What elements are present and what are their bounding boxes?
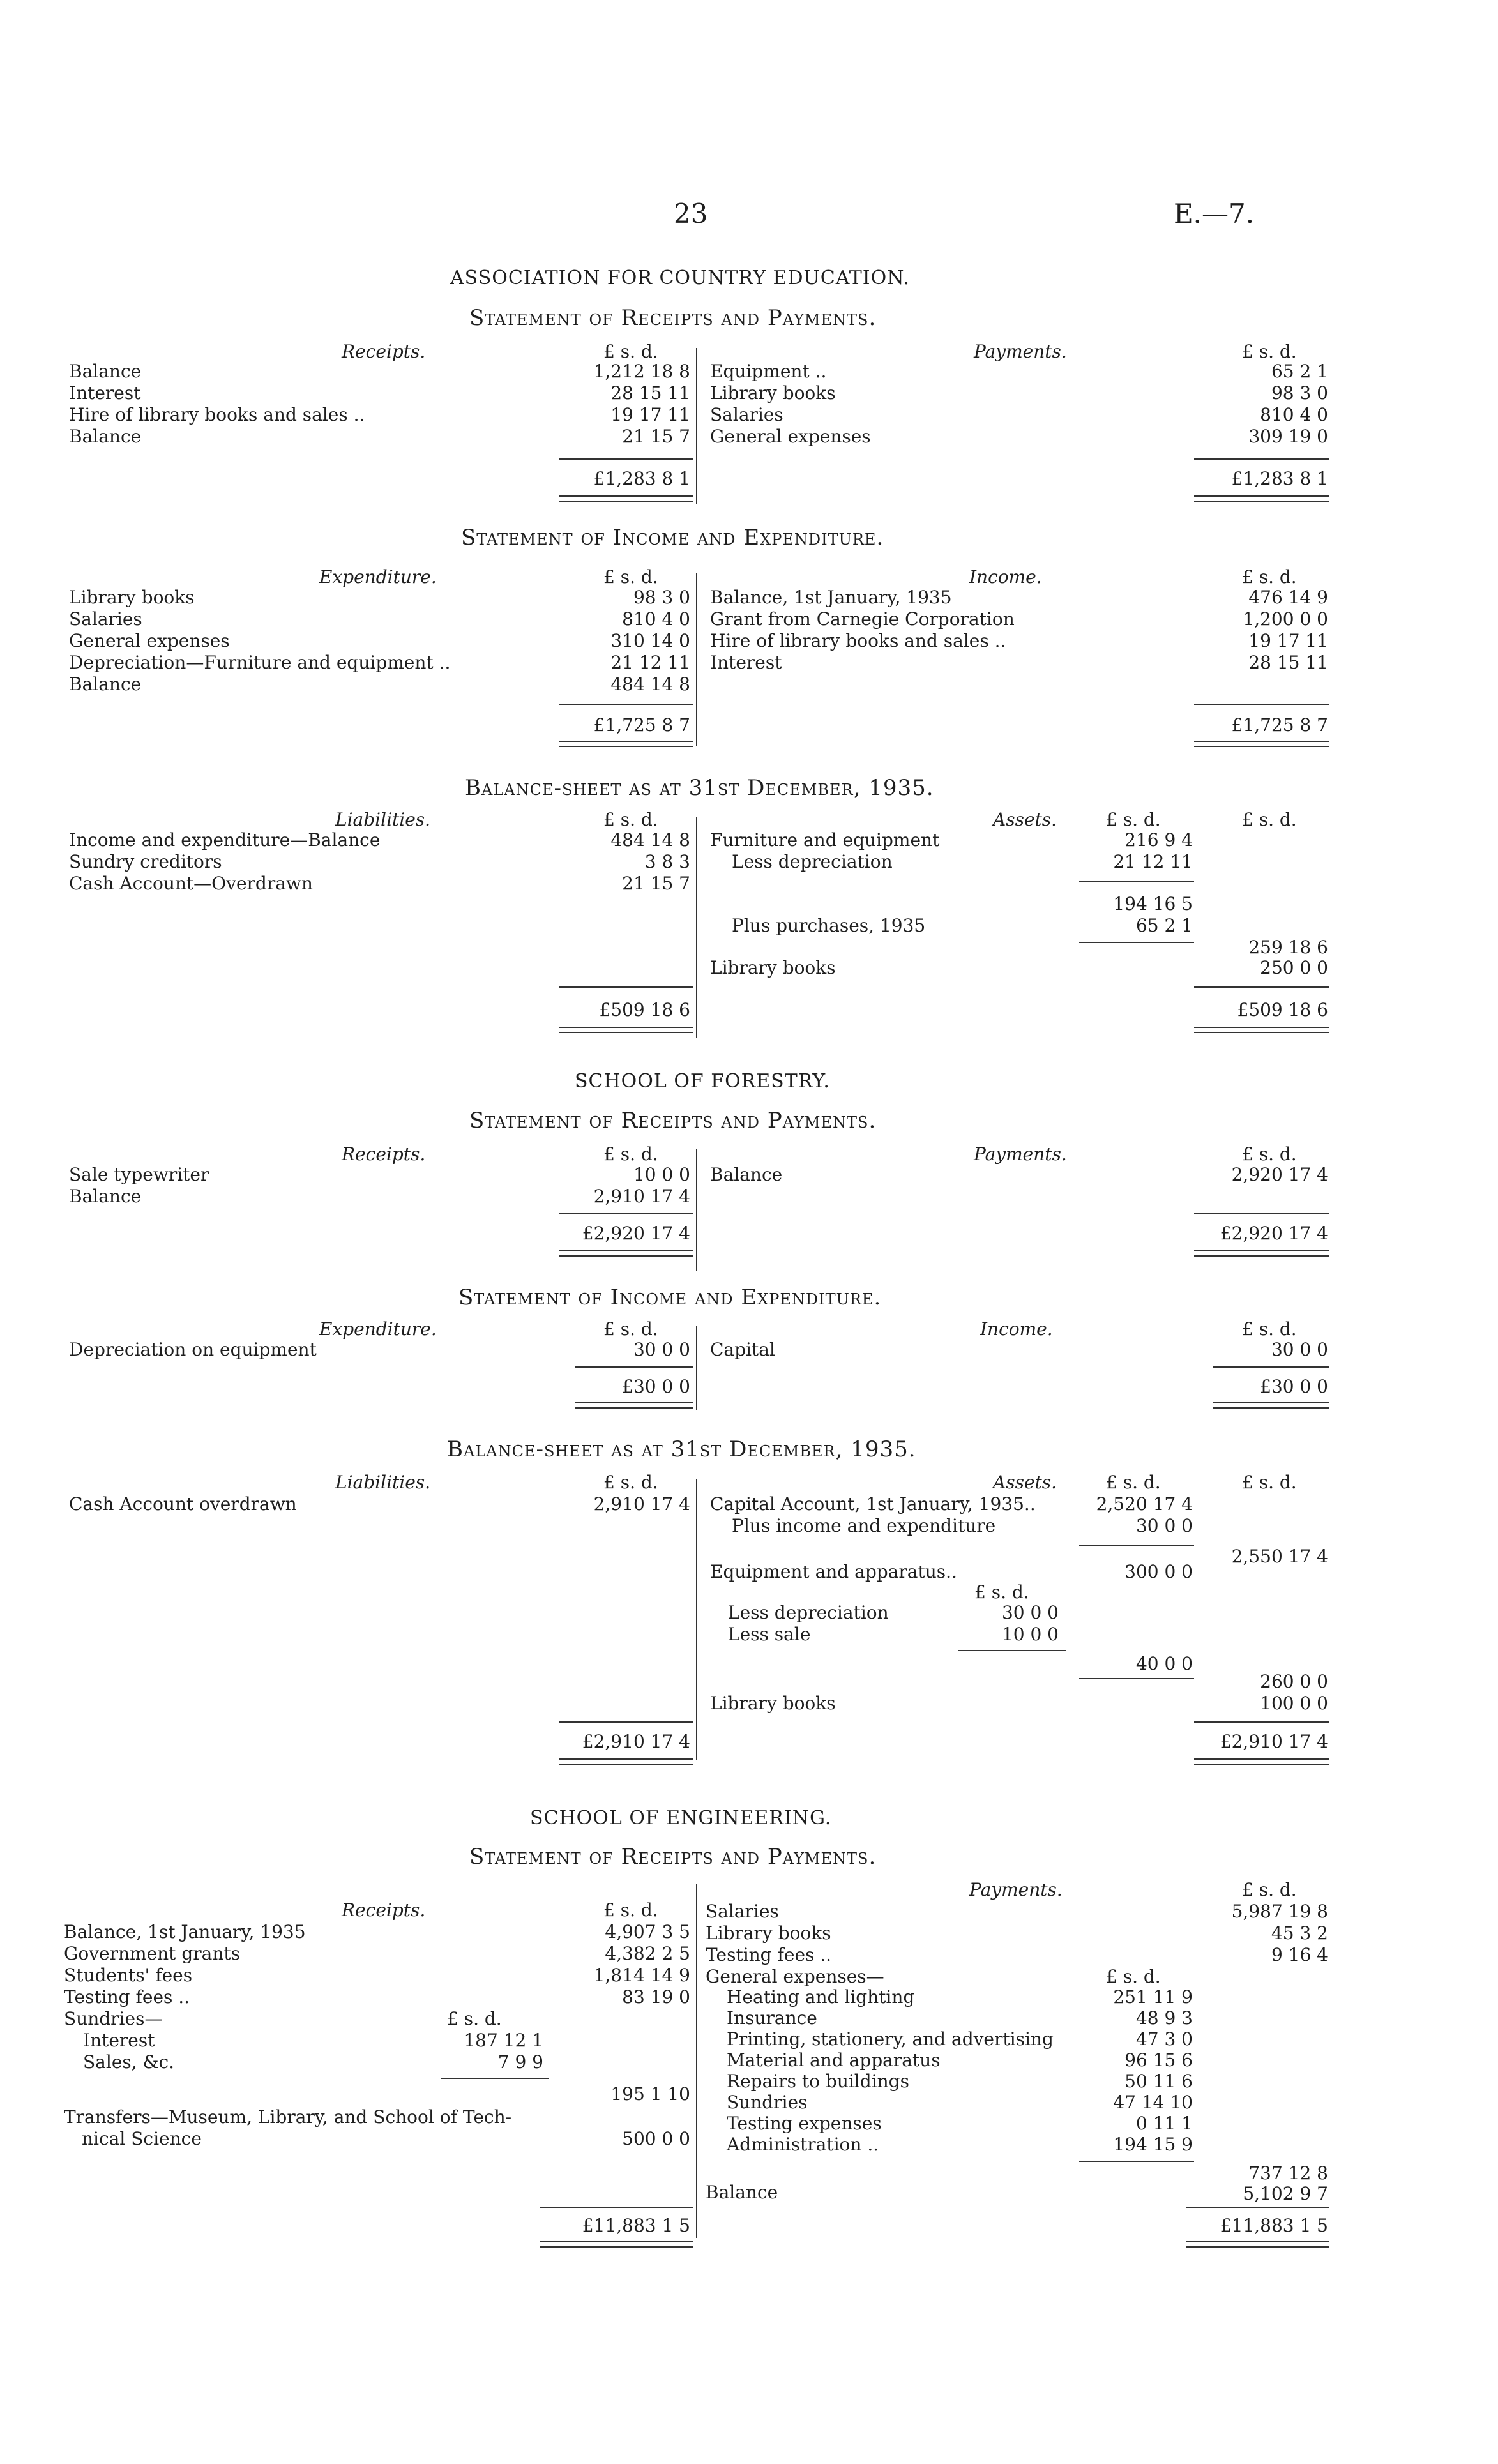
- column-heading: Liabilities.: [335, 809, 431, 830]
- ledger-row-amount: 50 11 6: [1124, 2071, 1193, 2092]
- column-heading: Payments.: [974, 1144, 1067, 1165]
- ledger-row-amount: 10 0 0: [633, 1164, 690, 1185]
- ledger-total: £11,883 1 5: [582, 2215, 690, 2236]
- ledger-row-amount: 194 15 9: [1113, 2134, 1193, 2155]
- ledger-row-amount: 810 4 0: [622, 608, 690, 630]
- ledger-row-amount: 19 17 11: [1248, 630, 1328, 651]
- ledger-row-amount: 259 18 6: [1248, 937, 1328, 958]
- ledger-row-amount: 30 0 0: [1001, 1602, 1059, 1623]
- statement-heading: Statement of Income and Expenditure.: [461, 525, 884, 550]
- ledger-row-label: Balance: [69, 426, 142, 447]
- ledger-row-label: Sale typewriter: [69, 1164, 209, 1185]
- ledger-row-label: Cash Account—Overdrawn: [69, 873, 313, 894]
- ledger-row-label: Salaries: [69, 608, 142, 630]
- ledger-row-label: Printing, stationery, and advertising: [727, 2029, 1054, 2050]
- ledger-row-label: Salaries: [710, 404, 783, 425]
- currency-header: £ s. d.: [1106, 809, 1161, 830]
- ledger-row-amount: 98 3 0: [633, 587, 690, 608]
- ledger-row-amount: 40 0 0: [1135, 1653, 1193, 1674]
- ledger-row-label: Library books: [710, 1693, 836, 1714]
- ledger-row-amount: 30 0 0: [1135, 1515, 1193, 1536]
- ledger-row-amount: 83 19 0: [622, 1986, 690, 2007]
- ledger-row-amount: 3 8 3: [644, 851, 690, 872]
- ledger-row-label: Testing fees ..: [64, 1986, 190, 2007]
- ledger-row-label: Cash Account overdrawn: [69, 1493, 297, 1515]
- ledger-row-amount: 187 12 1: [464, 2030, 543, 2051]
- currency-header: £ s. d.: [603, 1472, 658, 1493]
- ledger-row-label: Material and apparatus: [727, 2050, 941, 2071]
- currency-header: £ s. d.: [603, 1144, 658, 1165]
- ledger-row-label: Testing expenses: [727, 2113, 882, 2134]
- column-heading: Expenditure.: [319, 566, 437, 587]
- ledger-row-label: Administration ..: [727, 2134, 879, 2155]
- ledger-row-label: Interest: [710, 652, 782, 673]
- ledger-row-amount: 47 14 10: [1113, 2092, 1193, 2113]
- column-heading: Payments.: [974, 341, 1067, 362]
- page-number: 23: [674, 198, 708, 229]
- series-code: E.—7.: [1174, 198, 1255, 229]
- ledger-row-label: Library books: [706, 1923, 831, 1944]
- ledger-row-label: Balance, 1st January, 1935: [710, 587, 952, 608]
- ledger-total: £2,910 17 4: [1220, 1731, 1328, 1752]
- ledger-row-label: Testing fees ..: [706, 1944, 832, 1965]
- ledger-row-label: General expenses—: [706, 1966, 884, 1987]
- ledger-total: £2,920 17 4: [1220, 1223, 1328, 1244]
- ledger-row-label: Sundries: [727, 2092, 808, 2113]
- ledger-row-label: Library books: [710, 957, 836, 978]
- ledger-row-amount: 4,382 2 5: [605, 1943, 690, 1964]
- ledger-row-label: Insurance: [727, 2007, 817, 2029]
- ledger-row-amount: 19 17 11: [610, 404, 690, 425]
- ledger-row-amount: 21 12 11: [1113, 851, 1193, 872]
- ledger-row-amount: 484 14 8: [610, 674, 690, 695]
- column-heading: Liabilities.: [335, 1472, 431, 1493]
- ledger-row-label: Transfers—Museum, Library, and School of Tech-: [64, 2106, 512, 2128]
- ledger-row-label: Equipment ..: [710, 361, 827, 382]
- ledger-row-amount: 5,102 9 7: [1243, 2183, 1328, 2204]
- ledger-row-label: Heating and lighting: [727, 1986, 915, 2007]
- ledger-row-label: Depreciation on equipment: [69, 1339, 317, 1360]
- ledger-row-amount: 250 0 0: [1260, 957, 1328, 978]
- ledger-row-amount: 21 15 7: [622, 426, 690, 447]
- ledger-row-amount: 1,200 0 0: [1243, 608, 1328, 630]
- ledger-row-label: Balance: [69, 361, 142, 382]
- statement-heading: Statement of Receipts and Payments.: [469, 1108, 877, 1133]
- currency-header: £ s. d.: [1242, 1319, 1297, 1340]
- ledger-row-label: Plus purchases, 1935: [732, 915, 926, 936]
- ledger-row-amount: 98 3 0: [1271, 382, 1328, 404]
- ledger-row-label: Hire of library books and sales ..: [69, 404, 365, 425]
- ledger-row-label: Balance: [69, 1186, 142, 1207]
- ledger-row-amount: 48 9 3: [1135, 2007, 1193, 2029]
- ledger-row-amount: 5,987 19 8: [1231, 1901, 1328, 1922]
- ledger-total: £11,883 1 5: [1220, 2215, 1328, 2236]
- ledger-row-label: Hire of library books and sales ..: [710, 630, 1006, 651]
- currency-header: £ s. d.: [603, 1900, 658, 1921]
- ledger-row-amount: 10 0 0: [1001, 1624, 1059, 1645]
- currency-header: £ s. d.: [603, 566, 658, 587]
- column-heading: Income.: [980, 1319, 1053, 1340]
- ledger-row-label: Sales, &c.: [83, 2052, 175, 2073]
- column-heading: Payments.: [969, 1879, 1063, 1900]
- column-heading: Income.: [969, 566, 1042, 587]
- currency-header: £ s. d.: [1106, 1966, 1161, 1987]
- currency-header: £ s. d.: [1242, 1472, 1297, 1493]
- ledger-row-label: Plus income and expenditure: [732, 1515, 996, 1536]
- ledger-row-amount: 2,520 17 4: [1096, 1493, 1193, 1515]
- ledger-row-amount: 194 16 5: [1113, 893, 1193, 914]
- ledger-row-label: Library books: [710, 382, 836, 404]
- ledger-row-label: Income and expenditure—Balance: [69, 829, 381, 850]
- ledger-row-amount: 309 19 0: [1248, 426, 1328, 447]
- ledger-total: £1,283 8 1: [1231, 468, 1328, 489]
- currency-header: £ s. d.: [603, 1319, 658, 1340]
- column-heading: Assets.: [993, 1472, 1057, 1493]
- ledger-row-label: Library books: [69, 587, 195, 608]
- currency-header: £ s. d.: [1242, 566, 1297, 587]
- ledger-total: £30 0 0: [1260, 1376, 1328, 1397]
- ledger-total: £1,725 8 7: [593, 714, 690, 736]
- ledger-row-amount: 251 11 9: [1113, 1986, 1193, 2007]
- ledger-row-amount: 21 12 11: [610, 652, 690, 673]
- ledger-row-label: Repairs to buildings: [727, 2071, 909, 2092]
- ledger-row-label: Sundries—: [64, 2008, 163, 2029]
- ledger-row-amount: 2,910 17 4: [593, 1493, 690, 1515]
- ledger-row-label: Less depreciation: [732, 851, 893, 872]
- ledger-row-amount: 9 16 4: [1271, 1944, 1328, 1965]
- ledger-total: £509 18 6: [599, 999, 690, 1020]
- ledger-row-amount: 45 3 2: [1271, 1923, 1328, 1944]
- ledger-row-amount: 96 15 6: [1124, 2050, 1193, 2071]
- ledger-row-amount: 30 0 0: [633, 1339, 690, 1360]
- ledger-row-amount: 476 14 9: [1248, 587, 1328, 608]
- currency-header: £ s. d.: [447, 2008, 502, 2029]
- ledger-row-label: Less depreciation: [728, 1602, 889, 1623]
- ledger-total: £1,725 8 7: [1231, 714, 1328, 736]
- ledger-row-amount: 484 14 8: [610, 829, 690, 850]
- ledger-row-label: Government grants: [64, 1943, 240, 1964]
- ledger-row-label: Balance: [706, 2182, 778, 2203]
- statement-heading: Statement of Receipts and Payments.: [469, 1844, 877, 1870]
- ledger-row-amount: 65 2 1: [1271, 361, 1328, 382]
- column-heading: Expenditure.: [319, 1319, 437, 1340]
- statement-heading: Statement of Income and Expenditure.: [458, 1285, 882, 1310]
- section-title: SCHOOL OF ENGINEERING.: [530, 1807, 832, 1829]
- ledger-row-amount: 28 15 11: [610, 382, 690, 404]
- ledger-row-amount: 65 2 1: [1135, 915, 1193, 936]
- statement-heading: Balance-sheet as at 31st December, 1935.: [465, 775, 934, 801]
- ledger-row-amount: 216 9 4: [1124, 829, 1193, 850]
- ledger-row-amount: 28 15 11: [1248, 652, 1328, 673]
- ledger-total: £509 18 6: [1237, 999, 1328, 1020]
- ledger-row-amount: 47 3 0: [1135, 2029, 1193, 2050]
- ledger-row-label: Capital Account, 1st January, 1935..: [710, 1493, 1036, 1515]
- currency-header: £ s. d.: [603, 809, 658, 830]
- column-heading: Receipts.: [342, 341, 426, 362]
- statement-heading: Balance-sheet as at 31st December, 1935.: [447, 1437, 916, 1462]
- ledger-row-amount: 1,814 14 9: [593, 1965, 690, 1986]
- ledger-row-amount: 260 0 0: [1260, 1671, 1328, 1692]
- ledger-row-amount: 300 0 0: [1124, 1561, 1193, 1582]
- ledger-row-label: Less sale: [728, 1624, 811, 1645]
- ledger-total: £1,283 8 1: [593, 468, 690, 489]
- column-heading: Receipts.: [342, 1144, 426, 1165]
- ledger-row-label: Equipment and apparatus..: [710, 1561, 957, 1582]
- ledger-row-label: nical Science: [82, 2128, 202, 2149]
- currency-header: £ s. d.: [603, 341, 658, 362]
- currency-header: £ s. d.: [1242, 1879, 1297, 1900]
- ledger-row-amount: 310 14 0: [610, 630, 690, 651]
- ledger-row-label: Interest: [83, 2030, 155, 2051]
- ledger-row-amount: 2,920 17 4: [1231, 1164, 1328, 1185]
- currency-header: £ s. d.: [1106, 1472, 1161, 1493]
- ledger-row-amount: 21 15 7: [622, 873, 690, 894]
- currency-header: £ s. d.: [1242, 809, 1297, 830]
- ledger-row-amount: 100 0 0: [1260, 1693, 1328, 1714]
- section-title: SCHOOL OF FORESTRY.: [575, 1070, 830, 1092]
- ledger-row-amount: 2,550 17 4: [1231, 1546, 1328, 1567]
- ledger-row-label: Students' fees: [64, 1965, 193, 1986]
- ledger-row-label: Capital: [710, 1339, 775, 1360]
- ledger-row-label: Grant from Carnegie Corporation: [710, 608, 1015, 630]
- ledger-row-amount: 195 1 10: [610, 2083, 690, 2105]
- column-heading: Receipts.: [342, 1900, 426, 1921]
- ledger-row-amount: 7 9 9: [497, 2052, 543, 2073]
- ledger-total: £2,920 17 4: [582, 1223, 690, 1244]
- ledger-row-amount: 2,910 17 4: [593, 1186, 690, 1207]
- currency-header: £ s. d.: [974, 1582, 1029, 1603]
- ledger-row-amount: 4,907 3 5: [605, 1921, 690, 1942]
- ledger-row-label: Salaries: [706, 1901, 779, 1922]
- ledger-row-label: General expenses: [69, 630, 230, 651]
- ledger-row-label: Interest: [69, 382, 141, 404]
- ledger-row-label: Sundry creditors: [69, 851, 222, 872]
- column-heading: Assets.: [993, 809, 1057, 830]
- ledger-row-label: Balance: [710, 1164, 783, 1185]
- ledger-row-amount: 810 4 0: [1260, 404, 1328, 425]
- ledger-row-amount: 500 0 0: [622, 2128, 690, 2149]
- ledger-row-label: General expenses: [710, 426, 871, 447]
- statement-heading: Statement of Receipts and Payments.: [469, 305, 877, 331]
- section-title: ASSOCIATION FOR COUNTRY EDUCATION.: [450, 267, 911, 289]
- ledger-row-label: Balance: [69, 674, 142, 695]
- ledger-row-amount: 30 0 0: [1271, 1339, 1328, 1360]
- ledger-row-amount: 1,212 18 8: [593, 361, 690, 382]
- currency-header: £ s. d.: [1242, 341, 1297, 362]
- ledger-total: £2,910 17 4: [582, 1731, 690, 1752]
- currency-header: £ s. d.: [1242, 1144, 1297, 1165]
- ledger-row-label: Furniture and equipment: [710, 829, 940, 850]
- ledger-row-amount: 0 11 1: [1135, 2113, 1193, 2134]
- ledger-row-amount: 737 12 8: [1248, 2163, 1328, 2184]
- ledger-total: £30 0 0: [622, 1376, 690, 1397]
- ledger-row-label: Depreciation—Furniture and equipment ..: [69, 652, 451, 673]
- ledger-row-label: Balance, 1st January, 1935: [64, 1921, 306, 1942]
